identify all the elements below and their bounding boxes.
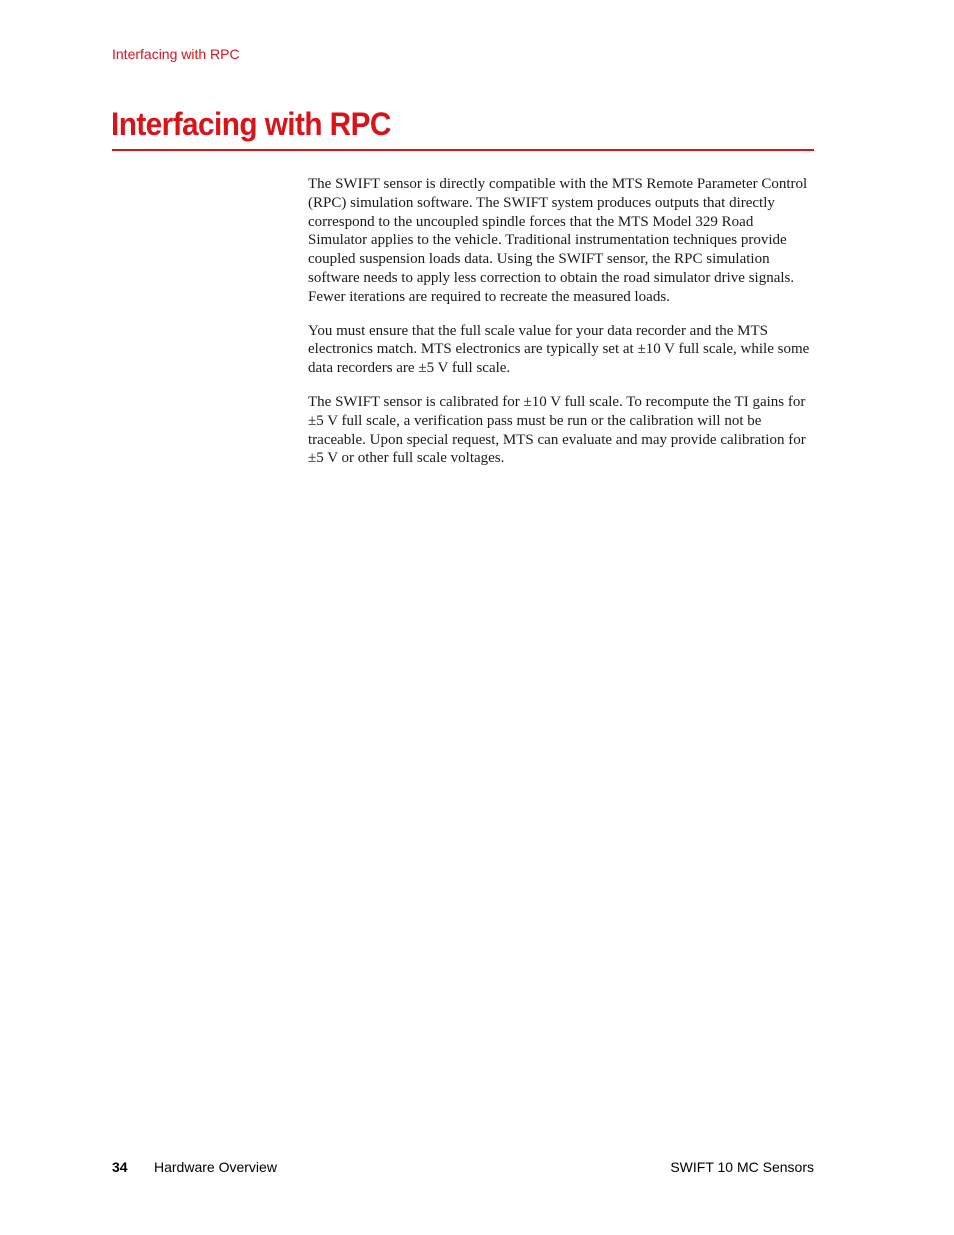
paragraph-calibration: The SWIFT sensor is calibrated for ±10 V full scale. To recompute the TI gains for ±5 V full scale, a verification pass must be run or the calibration will not be traceable. Upon special request, MTS can evaluate and may provide calibration for ±5 V or other full scale voltages. xyxy=(308,393,806,467)
body-text xyxy=(308,175,814,483)
footer-document-name: SWIFT 10 MC Sensors xyxy=(670,1159,814,1175)
paragraph-rpc-compatibility: The SWIFT sensor is directly compatible with the MTS Remote Parameter Control (RPC) simulation software. The SWIFT system produces outputs that directly correspond to the uncoupled spindle forces that the MTS Model 329 Road Simulator applies to the vehicle. Traditional instrumentation techniques provide coupled suspension loads data. Using the SWIFT sensor, the RPC simulation software needs to apply less correction to obtain the road simulator drive signals. Fewer iterations are required to recreate the measured loads. xyxy=(308,176,808,305)
page-footer xyxy=(112,1159,814,1179)
page-number: 34 xyxy=(112,1159,128,1175)
running-head: Interfacing with RPC xyxy=(112,46,240,62)
paragraph-full-scale-match: You must ensure that the full scale value for your data recorder and the MTS electronics match. MTS electronics are typically set at ±10 V full scale, while some data recorders are ±5 V full scale. xyxy=(308,322,810,377)
page-title: Interfacing with RPC xyxy=(111,106,391,142)
footer-section-name: Hardware Overview xyxy=(154,1159,277,1175)
title-rule xyxy=(112,149,814,151)
